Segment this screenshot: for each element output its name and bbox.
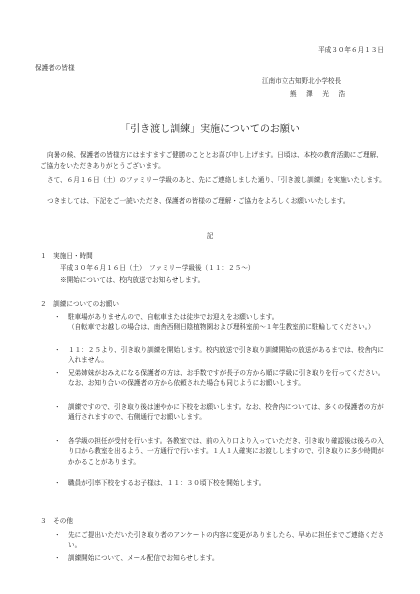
- bullet: ・: [54, 554, 61, 562]
- bullet: ・: [54, 403, 61, 411]
- document-title: 「引き渡し訓練」実施についてのお願い: [120, 124, 300, 135]
- bullet: ・: [54, 313, 61, 321]
- ki-heading: 記: [206, 232, 214, 240]
- bullet: ・: [54, 369, 61, 377]
- section1-line: 平成３０年６月１６日（土） ファミリー学級後（１１：２５～）: [60, 264, 255, 272]
- intro-text: 向暑の候、保護者の皆様方にはますますご健勝のこととお喜び申し上げます。日頃は、本校の教育活動にご理解、ご協力をいただきありがとうございます。: [40, 151, 383, 170]
- list-item: [54, 530, 390, 551]
- section1-heading: １ 実施日・時間: [40, 252, 93, 260]
- section2-heading: ２ 訓練についてのお願い: [40, 300, 119, 308]
- second-text: さて、６月１６日（土）のファミリー学級のあと、先にご連絡しました通り、「引き渡し訓練」を実施いたします。: [47, 176, 386, 184]
- bullet: ・: [54, 437, 61, 445]
- list-item-text: 駐車場がありませんので、自転車または徒歩でお迎えをお願いします。 （自転車でお越しの場合は、南舎西側日陰植物園および理科室前～１年生教室前に駐輪してください。）: [68, 313, 375, 332]
- list-item-text: １１：２５より、引き取り訓練を開始します。校内放送で引き取り訓練開始の放送があるまでは、校舎内に入れません。: [68, 346, 384, 365]
- bullet: ・: [54, 346, 61, 354]
- document-date: 平成３０年６月１３日: [318, 46, 384, 54]
- third-paragraph: [40, 196, 386, 207]
- school-name: 江南市立古知野北小学校長: [262, 77, 342, 85]
- list-item: [54, 478, 390, 488]
- list-item-text: 訓練ですので、引き取り後は速やかに下校をお願いします。なお、校舎内については、多くの保護者の方が通行されますので、右側通行でお願いします。: [68, 403, 384, 422]
- section1-line: ※開始については、校内放送でお知らせします。: [60, 276, 205, 284]
- list-item: [54, 402, 390, 423]
- list-item: [54, 345, 390, 366]
- intro-paragraph: [40, 150, 386, 171]
- second-paragraph: [40, 175, 386, 186]
- list-item: [54, 553, 390, 563]
- list-item: [54, 368, 390, 389]
- bullet: ・: [54, 531, 61, 539]
- list-item: [54, 312, 390, 333]
- section3-heading: ３ その他: [40, 517, 73, 525]
- list-item-text: 兄弟姉妹がおみえになる保護者の方は、お手数ですが長子の方から順に学級に引き取りを行ってください。なお、お知り合いの保護者の方から依頼された場合も同じようにお願いします。: [68, 369, 385, 388]
- list-item-text: 職員が引率下校をするお子様は、１１：３０頃下校を開始します。: [68, 479, 266, 487]
- list-item: [54, 436, 390, 467]
- third-text: つきましては、下記をご一読いただき、保護者の皆様のご理解・ご協力をよろしくお願いいたします。: [47, 197, 350, 205]
- list-item-text: 各学級の担任が受付を行います。各教室では、前の入り口より入っていただき、引き取り確認後は後ろの入り口から教室を出るよう、一方通行で行います。１人１人確実にお渡ししますので、引き取りに多少時間がかかることがあります。: [68, 437, 384, 466]
- principal-name: 熊 澤 光 浩: [290, 90, 347, 98]
- bullet: ・: [54, 479, 61, 487]
- list-item-text: 先にご提出いただいた引き取り者のアンケートの内容に変更がありましたら、早めに担任までご連絡ください。: [68, 531, 385, 550]
- list-item-text: 訓練開始について、メール配信でお知らせします。: [68, 554, 219, 562]
- addressee: 保護者の皆様: [35, 64, 75, 72]
